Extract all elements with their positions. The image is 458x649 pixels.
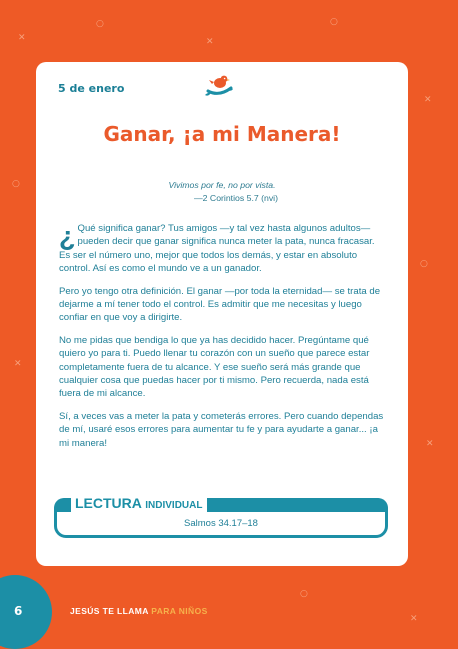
paragraph: Pero yo tengo otra definición. El ganar —por toda la eternidad— se trata de dejarme a mí tener todo el control. Es admitir que me necesitas y luego confiar en que voy a dirigirte. [59, 285, 381, 324]
paragraph: Sí, a veces vas a meter la pata y cometerás errores. Pero cuando dependas de mí, usaré esos errores para aumentar tu fe y para ayudarte a ganar... ¡a mi manera! [59, 410, 384, 449]
devotional-body [59, 222, 387, 459]
book-title-main: JESÚS TE LLAMA [70, 606, 152, 616]
decor-mark: ✕ [206, 37, 214, 47]
page-number: 6 [14, 604, 23, 618]
reading-label-small: INDIVIDUAL [145, 500, 203, 511]
decor-mark: ○ [420, 259, 428, 269]
decor-mark: ✕ [426, 439, 434, 449]
reading-label-main: LECTURA [75, 495, 142, 511]
book-title-highlight: PARA NIÑOS [151, 606, 208, 616]
verse-text: Vivimos por fe, no por vista. [168, 180, 276, 190]
drop-cap: ¿ [59, 221, 76, 251]
bird-on-branch-icon [202, 69, 236, 101]
decor-mark: ✕ [424, 95, 432, 105]
paragraph [59, 222, 387, 276]
reading-reference: Salmos 34.17–18 [184, 518, 258, 529]
page-title: Ganar, ¡a mi Manera! [103, 122, 341, 146]
key-verse [96, 179, 348, 205]
paragraph: No me pidas que bendiga lo que ya has decidido hacer. Pregúntame qué quiero yo para ti. Puedo llenar tu corazón con un sueño que parece estar completamente fuera de tu alcance. Y ese sueño será más grande que cualquier cosa que puedas hacer por ti mismo. Pero recuerda, nada está fuera de mi alcance. [59, 334, 370, 400]
decor-mark: ○ [12, 179, 20, 189]
date-label: 5 de enero [58, 82, 125, 95]
devotional-card [36, 62, 408, 566]
decor-mark: ✕ [410, 614, 418, 624]
verse-reference: —2 Corintios 5.7 (nvi) [193, 193, 278, 203]
decor-mark: ✕ [18, 33, 26, 43]
book-title [70, 606, 208, 616]
reading-label [71, 495, 207, 514]
paragraph-text: Qué significa ganar? Tus amigos —y tal vez hasta algunos adultos— pueden decir que ganar significa nunca meter la pata, nunca fracasar. Es ser el número uno, mejor que todos los demás, y estar en absoluto control. Así es como el mundo ve a un ganador. [59, 223, 375, 275]
page-number-circle [0, 575, 52, 649]
decor-mark: ○ [300, 589, 308, 599]
reading-box [54, 495, 388, 538]
decor-mark: ○ [330, 17, 338, 27]
decor-mark: ✕ [14, 359, 22, 369]
decor-mark: ○ [96, 19, 104, 29]
